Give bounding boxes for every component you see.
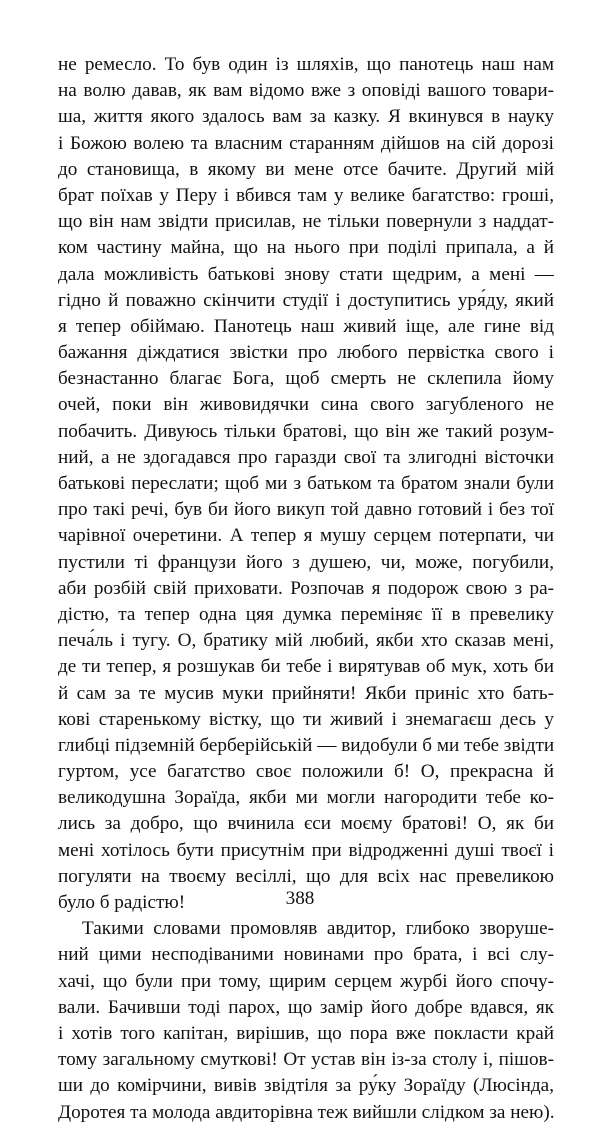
- page-number: 388: [285, 888, 315, 909]
- text-line: глибці підземній берберійській — видобули б ми тебе звідти: [58, 734, 555, 756]
- text-line: побачить. Дивуюсь тільки братові, що він же такий розум-: [58, 420, 554, 442]
- text-line: пустили ті французи його з душею, чи, може, погубили,: [58, 551, 554, 573]
- text-line: бажання діждатися звістки про любого первістка свого і: [58, 342, 554, 364]
- text-line: кові старенькому вістку, що ти живий і знемагаєш десь у: [58, 708, 554, 730]
- text-line: аби розбій свій приховати. Розпочав я подорож свою з ра-: [58, 577, 554, 599]
- text-line: і хотів того капітан, вирішив, що пора вже покласти край: [58, 1022, 554, 1044]
- text-line: було б радістю!: [58, 892, 186, 913]
- text-line: дала можливість батькові знову стати щедрим, а мені —: [58, 263, 554, 285]
- text-line: і Божою волею та власним старанням дійшов на сій дорозі: [58, 132, 554, 154]
- body-text: [58, 52, 554, 1126]
- text-line: батькові переслати; щоб ми з батьком та братом знали були: [58, 473, 554, 494]
- text-line: чарівної очеретини. А тепер я мушу серцем потерпати, чи: [58, 525, 554, 547]
- text-line: ний цими несподіваними новинами про брата, і всі слу-: [58, 944, 554, 966]
- text-line: й сам за те мусив муки прийняти! Якби приніс хто бать-: [58, 682, 554, 704]
- paragraph-1: [58, 52, 554, 916]
- text-line: погуляти на твоєму весіллі, що для всіх нас превеликою: [58, 865, 554, 887]
- paragraph-2: [58, 916, 554, 1126]
- text-line: брат поїхав у Перу і вбився там у велике багатство: гроші,: [58, 184, 554, 206]
- text-line: гідно й поважно скінчити студії і доступитись уря́ду, який: [58, 289, 554, 311]
- text-line: лись за добро, що вчинила єси моєму братові! О, як би: [58, 813, 554, 835]
- text-line: очей, поки він живовидячки сина свого загубленого не: [58, 394, 554, 416]
- text-line: до становища, в якому ви мене отсе бачите. Другий мій: [58, 158, 554, 180]
- text-line: вали. Бачивши тоді парох, що замір його добре вдався, як: [58, 996, 554, 1018]
- text-line: безнастанно благає Бога, щоб смерть не склепила йому: [58, 368, 554, 390]
- text-line: ша, життя якого здалось вам за казку. Я вкинувся в науку: [58, 106, 554, 128]
- text-line: печа́ль і тугу. О, братику мій любий, якби хто сказав мені,: [58, 630, 554, 652]
- text-line: що він нам звідти присилав, не тільки повернули з наддат-: [58, 211, 554, 233]
- text-line: де ти тепер, я розшукав би тебе і вирятував об мук, хоть би: [58, 656, 554, 678]
- text-line: мені хотілось бути присутнім при відродженні душі твоєї і: [58, 839, 554, 861]
- text-line: Доротея та молода авдиторівна теж вийшли слідком за нею).: [58, 1101, 555, 1123]
- text-line: про такі речі, був би його викуп той давно готовий і без тої: [58, 499, 554, 521]
- text-line: дістю, та тепер одна цяя думка переміняє її в превелику: [58, 603, 554, 625]
- text-line: ши до комірчини, вивів звідтіля за ру́ку Зораїду (Люсінда,: [58, 1075, 554, 1097]
- text-line: на волю давав, як вам відомо вже з оповіді вашого товари-: [58, 80, 554, 102]
- text-line: Такими словами промовляв авдитор, глибоко зворуше-: [82, 918, 554, 940]
- text-line: не ремесло. То був один із шляхів, що панотець наш нам: [58, 54, 554, 75]
- text-line: ком частину майна, що на нього при поділі припала, а й: [58, 237, 554, 259]
- text-line: тому загальному смуткові! От устав він із-за столу і, пішов-: [58, 1049, 554, 1071]
- text-line: гуртом, усе багатство своє положили б! О, прекрасна й: [58, 761, 554, 783]
- text-line: я тепер обіймаю. Панотець наш живий іще, але гине від: [58, 315, 554, 337]
- text-line: хачі, що були при тому, щирим серцем журбі його спочу-: [58, 970, 554, 992]
- text-line: великодушна Зораїда, якби ми могли нагородити тебе ко-: [58, 787, 554, 809]
- text-line: ний, а не здогадався про гаразди свої та злигодні вісточки: [58, 446, 554, 468]
